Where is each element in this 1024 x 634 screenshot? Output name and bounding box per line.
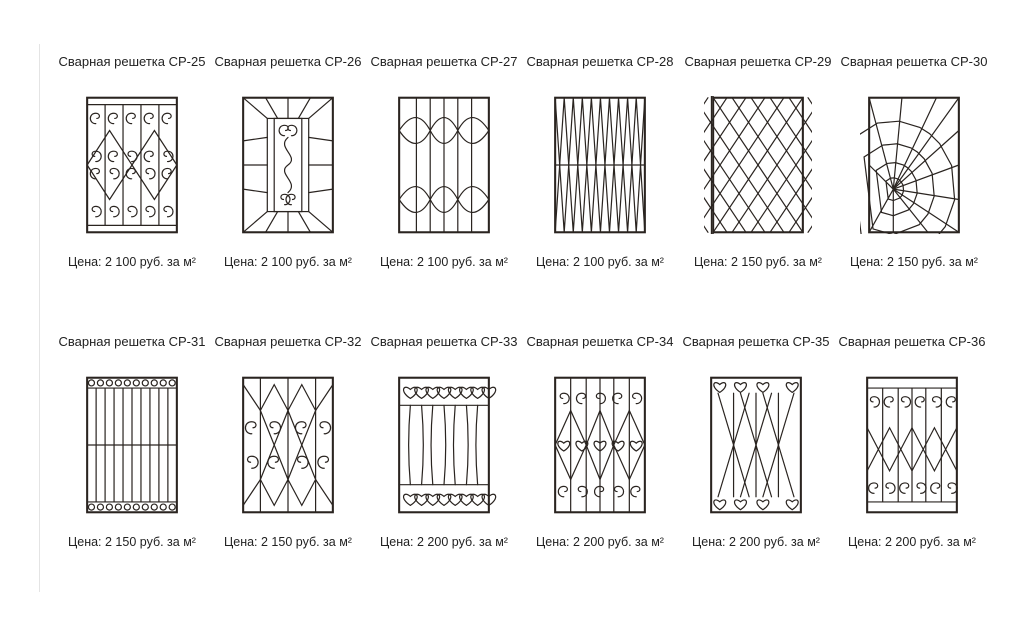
grille-image[interactable] [546,96,654,234]
product-price: Цена: 2 150 руб. за м² [68,535,196,549]
product-title[interactable]: Сварная решетка СР-30 [840,54,988,69]
product-card-sr-26[interactable] [210,0,366,270]
product-title[interactable]: Сварная решетка СР-36 [838,334,986,349]
product-title[interactable]: Сварная решетка СР-35 [682,334,830,349]
grille-image[interactable] [546,376,654,514]
product-price: Цена: 2 200 руб. за м² [536,535,664,549]
product-price: Цена: 2 200 руб. за м² [848,535,976,549]
product-card-sr-28[interactable] [522,0,678,270]
grille-image[interactable] [390,96,498,234]
product-card-sr-29[interactable] [680,0,836,270]
product-price: Цена: 2 150 руб. за м² [850,255,978,269]
product-card-sr-33[interactable] [366,280,522,550]
grille-image[interactable] [860,96,968,234]
product-title[interactable]: Сварная решетка СР-26 [214,54,362,69]
product-title[interactable]: Сварная решетка СР-25 [58,54,206,69]
product-card-sr-31[interactable] [54,280,210,550]
product-card-sr-30[interactable] [836,0,992,270]
product-price: Цена: 2 150 руб. за м² [694,255,822,269]
grille-image[interactable] [390,376,498,514]
product-title[interactable]: Сварная решетка СР-33 [370,334,518,349]
product-card-sr-35[interactable] [678,280,834,550]
product-card-sr-32[interactable] [210,280,366,550]
grille-image[interactable] [858,376,966,514]
product-card-sr-25[interactable] [54,0,210,270]
product-card-sr-27[interactable] [366,0,522,270]
product-title[interactable]: Сварная решетка СР-31 [58,334,206,349]
product-card-sr-36[interactable] [834,280,990,550]
grille-image[interactable] [702,376,810,514]
product-price: Цена: 2 100 руб. за м² [536,255,664,269]
product-title[interactable]: Сварная решетка СР-27 [370,54,518,69]
grille-image[interactable] [78,96,186,234]
product-price: Цена: 2 200 руб. за м² [692,535,820,549]
product-title[interactable]: Сварная решетка СР-34 [526,334,674,349]
product-title[interactable]: Сварная решетка СР-29 [684,54,832,69]
product-title[interactable]: Сварная решетка СР-32 [214,334,362,349]
grille-image[interactable] [704,96,812,234]
product-price: Цена: 2 100 руб. за м² [380,255,508,269]
product-price: Цена: 2 200 руб. за м² [380,535,508,549]
product-title[interactable]: Сварная решетка СР-28 [526,54,674,69]
product-price: Цена: 2 100 руб. за м² [224,255,352,269]
grille-image[interactable] [78,376,186,514]
product-price: Цена: 2 150 руб. за м² [224,535,352,549]
product-price: Цена: 2 100 руб. за м² [68,255,196,269]
product-card-sr-34[interactable] [522,280,678,550]
grille-image[interactable] [234,96,342,234]
grille-image[interactable] [234,376,342,514]
